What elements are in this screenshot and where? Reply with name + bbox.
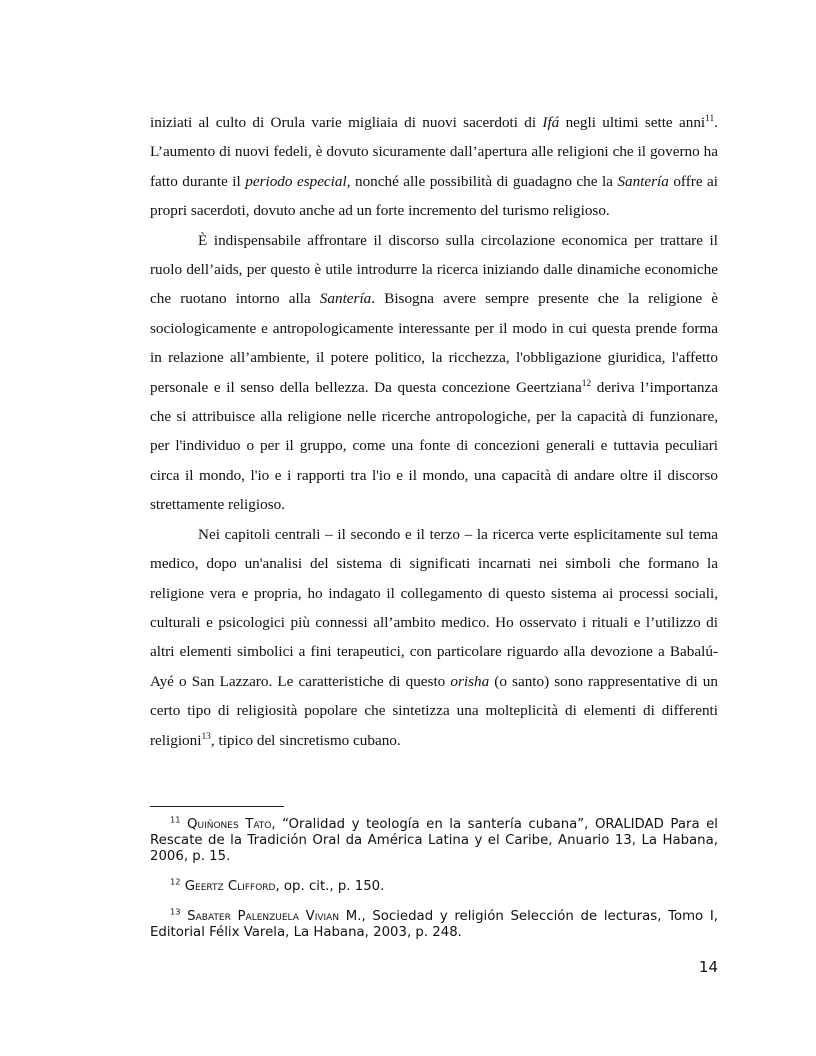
footnote-author: Geertz Clifford: [184, 879, 276, 894]
footnote-13: [150, 906, 719, 941]
footnote-author: Sabater Palenzuela Vivian: [187, 909, 340, 924]
body-text: [150, 108, 718, 755]
footnote-text: , “Oralidad y teología en la santería cubana”, ORALIDAD Para el Rescate de la Tradición Oral da América Latina y el Caribe, Anuario 13, La Habana, 2006, p. 15.: [150, 817, 718, 864]
footnote-11: [150, 814, 718, 865]
paragraph-1: iniziati al culto di Orula varie migliaia di nuovi sacerdoti di Ifá negli ultimi sette anni$^{11}$. L’aumento di nuovi fedeli, è dovuto sicuramente dall’apertura alle religioni che il governo ha fatto durante il periodo especial, nonché alle possibilità di guadagno che la Santería offre ai propri sacerdoti, dovuto anche ad un forte incremento del turismo religioso.: [150, 113, 718, 220]
page-number: 14: [698, 958, 718, 976]
emphasis-periodo-especial: periodo especial: [245, 172, 347, 190]
emphasis-santeria: Santería: [617, 172, 669, 190]
footnotes: [150, 814, 719, 955]
emphasis-orisha: orisha: [450, 672, 490, 690]
footnote-number: 13: [170, 906, 181, 917]
paragraph-2: È indispensabile affrontare il discorso sulla circolazione economica per trattare il ruolo dell’aids, per questo è utile introdurre la ricerca iniziando dalle dinamiche economiche che ruotano intorno alla Santería. Bisogna avere sempre presente che la religione è sociologicamente e antropologicamente interessante per il modo in cui questa prende forma in relazione all’ambiente, il potere politico, la ricchezza, l'obbligazione giuridica, l'affetto personale e il senso della bellezza. Da questa concezione Geertziana$^{12}$ deriva l’importanza che si attribuisce alla religione nelle ricerche antropologiche, per la capacità di funzionare, per l'individuo o per il gruppo, come una fonte di concezioni generali e tuttavia peculiari circa il mondo, l'io e i rapporti tra l'io e il mondo, una capacità di andare oltre il discorso strettamente religioso.: [150, 231, 718, 514]
footnote-separator: [150, 806, 284, 807]
footnote-ref-11[interactable]: 11: [705, 113, 715, 124]
footnote-text: , op. cit., p. 150.: [275, 879, 385, 894]
footnote-text: M., Sociedad y religión Selección de lecturas, Tomo I, Editorial Félix Varela, La Habana, 2003, p. 248.: [150, 909, 719, 940]
footnote-12: [150, 876, 718, 895]
emphasis-ifa: Ifá: [542, 114, 560, 131]
footnote-ref-12[interactable]: 12: [581, 378, 592, 389]
footnote-number: 12: [170, 876, 181, 887]
paragraph-3: Nei capitoli centrali – il secondo e il terzo – la ricerca verte esplicitamente sul tema medico, dopo un'analisi del sistema di significati incarnati nei simboli che formano la religione vera e propria, ho indagato il collegamento di questo sistema ai processi sociali, culturali e psicologici più connessi all’ambito medico. Ho osservato i rituali e l’utilizzo di altri elementi simbolici a fini terapeutici, con particolare riguardo alla devozione a Babalú-Ayé o San Lazzaro. Le caratteristiche di questo orisha (o santo) sono rappresentative di un certo tipo di religiosità popolare che sintetizza una molteplicità di elementi di differenti religioni$^{13}$, tipico del sincretismo cubano.: [150, 525, 718, 749]
footnote-ref-13[interactable]: 13: [201, 731, 211, 742]
footnote-author: Quiñones Tato: [187, 817, 272, 832]
footnote-number: 11: [170, 814, 181, 825]
emphasis-santeria: Santería: [319, 290, 372, 308]
